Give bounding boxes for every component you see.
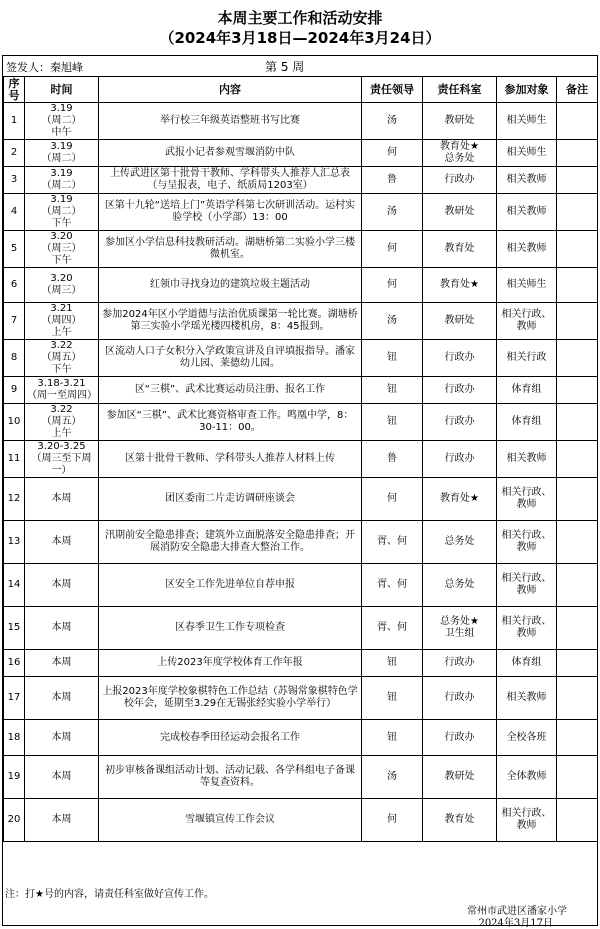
- cell-note: [557, 677, 598, 720]
- cell-content: 举行校三年级英语整班书写比赛: [99, 103, 362, 140]
- cell-leader: 汤: [362, 194, 423, 231]
- cell-target: 相关教师: [497, 441, 557, 478]
- cell-dept: 行政办: [423, 167, 497, 194]
- cell-no: 15: [4, 607, 25, 650]
- cell-leader: 胥、何: [362, 521, 423, 564]
- schedule-sheet: [2, 55, 598, 929]
- sign-row: [3, 56, 597, 77]
- cell-time: 3.20-3.25 （周三至下周一）: [25, 441, 99, 478]
- cell-time: 本周: [25, 756, 99, 799]
- cell-target: 相关行政、教师: [497, 799, 557, 842]
- cell-time: 本周: [25, 607, 99, 650]
- cell-no: 1: [4, 103, 25, 140]
- cell-content: 上传武进区第十批骨干教师、学科带头人推荐人汇总表（与呈报表，电子、纸质局1203室）: [99, 167, 362, 194]
- cell-no: 16: [4, 650, 25, 677]
- cell-no: 9: [4, 377, 25, 404]
- cell-no: 18: [4, 720, 25, 756]
- cell-no: 17: [4, 677, 25, 720]
- cell-content: 团区委南二片走访调研座谈会: [99, 478, 362, 521]
- cell-dept: 教育处★: [423, 268, 497, 303]
- cell-target: 相关行政、教师: [497, 303, 557, 340]
- cell-time: 3.19 （周二） 下午: [25, 194, 99, 231]
- cell-target: 相关教师: [497, 677, 557, 720]
- cell-leader: 鲁: [362, 441, 423, 478]
- table-row: [4, 478, 598, 521]
- cell-target: 相关行政、教师: [497, 607, 557, 650]
- cell-dept: 行政办: [423, 377, 497, 404]
- cell-note: [557, 103, 598, 140]
- cell-time: 3.20 （周三）: [25, 268, 99, 303]
- cell-no: 5: [4, 231, 25, 268]
- cell-no: 4: [4, 194, 25, 231]
- cell-content: 完成校春季田径运动会报名工作: [99, 720, 362, 756]
- cell-dept: 行政办: [423, 404, 497, 441]
- cell-target: 相关行政: [497, 340, 557, 377]
- cell-dept: 总务处: [423, 521, 497, 564]
- footer-date: 2024年3月17日: [478, 918, 553, 929]
- cell-target: 全体教师: [497, 756, 557, 799]
- cell-target: 相关行政、教师: [497, 521, 557, 564]
- table-row: [4, 756, 598, 799]
- cell-dept: 教研处: [423, 103, 497, 140]
- cell-time: 3.19 （周二）: [25, 167, 99, 194]
- cell-time: 本周: [25, 677, 99, 720]
- header-note: 备注: [557, 77, 598, 103]
- cell-dept: 总务处★ 卫生组: [423, 607, 497, 650]
- cell-target: 相关师生: [497, 268, 557, 303]
- cell-note: [557, 521, 598, 564]
- cell-note: [557, 756, 598, 799]
- cell-time: 本周: [25, 650, 99, 677]
- cell-content: 区流动人口子女积分入学政策宣讲及自评填报指导。潘家幼儿园、莱德幼儿园。: [99, 340, 362, 377]
- header-no: 序号: [4, 77, 25, 103]
- table-row: [4, 377, 598, 404]
- cell-dept: 教研处: [423, 194, 497, 231]
- cell-dept: 教育处: [423, 799, 497, 842]
- cell-target: 相关教师: [497, 167, 557, 194]
- cell-content: 武报小记者参观雪堰消防中队: [99, 140, 362, 167]
- cell-target: 体育组: [497, 650, 557, 677]
- cell-time: 3.19 （周二）: [25, 140, 99, 167]
- header-content: 内容: [99, 77, 362, 103]
- cell-dept: 行政办: [423, 677, 497, 720]
- table-row: [4, 650, 598, 677]
- cell-leader: 鲁: [362, 167, 423, 194]
- cell-content: 初步审核备课组活动计划、活动记载、各学科组电子备课等复查资料。: [99, 756, 362, 799]
- cell-content: 红领巾寻找身边的建筑垃圾主题活动: [99, 268, 362, 303]
- cell-target: 相关行政、教师: [497, 564, 557, 607]
- table-row: [4, 677, 598, 720]
- cell-dept: 行政办: [423, 720, 497, 756]
- table-row: [4, 720, 598, 756]
- cell-note: [557, 478, 598, 521]
- cell-time: 3.20 （周三） 下午: [25, 231, 99, 268]
- cell-time: 3.22 （周五） 上午: [25, 404, 99, 441]
- table-row: [4, 231, 598, 268]
- footer-school: 常州市武进区潘家小学: [467, 906, 567, 917]
- cell-time: 本周: [25, 564, 99, 607]
- cell-note: [557, 564, 598, 607]
- cell-target: 相关教师: [497, 194, 557, 231]
- week-number: 第 5 周: [265, 60, 305, 74]
- cell-note: [557, 607, 598, 650]
- cell-target: 全校各班: [497, 720, 557, 756]
- cell-dept: 教育处: [423, 231, 497, 268]
- cell-leader: 何: [362, 478, 423, 521]
- cell-note: [557, 140, 598, 167]
- cell-note: [557, 404, 598, 441]
- cell-no: 7: [4, 303, 25, 340]
- cell-no: 11: [4, 441, 25, 478]
- cell-content: 区春季卫生工作专项检查: [99, 607, 362, 650]
- cell-no: 12: [4, 478, 25, 521]
- cell-content: 汛期前安全隐患排查；建筑外立面脱落安全隐患排查；开展消防安全隐患大排查大整治工作。: [99, 521, 362, 564]
- cell-no: 8: [4, 340, 25, 377]
- cell-dept: 教研处: [423, 303, 497, 340]
- cell-target: 相关教师: [497, 231, 557, 268]
- cell-no: 13: [4, 521, 25, 564]
- cell-time: 3.18-3.21 （周一至周四）: [25, 377, 99, 404]
- table-row: [4, 521, 598, 564]
- cell-note: [557, 167, 598, 194]
- cell-time: 3.19 （周二） 中午: [25, 103, 99, 140]
- cell-note: [557, 231, 598, 268]
- schedule-table: [3, 76, 598, 842]
- cell-content: 雪堰镇宣传工作会议: [99, 799, 362, 842]
- cell-leader: 钮: [362, 650, 423, 677]
- cell-content: 区第十批骨干教师、学科带头人推荐人材料上传: [99, 441, 362, 478]
- header-leader: 责任领导: [362, 77, 423, 103]
- table-row: [4, 799, 598, 842]
- cell-dept: 教育处★ 总务处: [423, 140, 497, 167]
- cell-leader: 何: [362, 268, 423, 303]
- cell-note: [557, 720, 598, 756]
- cell-leader: 汤: [362, 103, 423, 140]
- cell-no: 2: [4, 140, 25, 167]
- cell-leader: 胥、何: [362, 607, 423, 650]
- cell-no: 10: [4, 404, 25, 441]
- header-row: [4, 77, 598, 103]
- table-row: [4, 303, 598, 340]
- cell-time: 本周: [25, 720, 99, 756]
- cell-leader: 何: [362, 799, 423, 842]
- cell-target: 相关师生: [497, 140, 557, 167]
- cell-leader: 汤: [362, 756, 423, 799]
- cell-leader: 胥、何: [362, 564, 423, 607]
- cell-no: 3: [4, 167, 25, 194]
- cell-leader: 何: [362, 140, 423, 167]
- cell-no: 14: [4, 564, 25, 607]
- cell-note: [557, 268, 598, 303]
- header-dept: 责任科室: [423, 77, 497, 103]
- cell-leader: 钮: [362, 677, 423, 720]
- cell-time: 本周: [25, 799, 99, 842]
- cell-time: 本周: [25, 478, 99, 521]
- cell-no: 6: [4, 268, 25, 303]
- cell-dept: 行政办: [423, 441, 497, 478]
- footer-note: 注：打★号的内容，请责任科室做好宣传工作。: [5, 889, 214, 900]
- signer: 签发人：秦旭峰: [6, 61, 83, 74]
- cell-time: 3.22 （周五） 下午: [25, 340, 99, 377]
- cell-content: 参加2024年区小学道德与法治优质课第一轮比赛。湖塘桥第三实验小学瑶光楼四楼机房，8：45报到。: [99, 303, 362, 340]
- cell-no: 20: [4, 799, 25, 842]
- cell-note: [557, 340, 598, 377]
- cell-time: 本周: [25, 521, 99, 564]
- cell-leader: 钮: [362, 404, 423, 441]
- table-row: [4, 607, 598, 650]
- table-row: [4, 140, 598, 167]
- table-row: [4, 340, 598, 377]
- cell-note: [557, 650, 598, 677]
- table-row: [4, 564, 598, 607]
- cell-dept: 总务处: [423, 564, 497, 607]
- cell-content: 参加区小学信息科技教研活动。湖塘桥第二实验小学三楼微机室。: [99, 231, 362, 268]
- cell-content: 参加区“三棋”、武术比赛资格审查工作。鸣凰中学，8：30-11：00。: [99, 404, 362, 441]
- table-row: [4, 404, 598, 441]
- page-subtitle: （2024年3月18日—2024年3月24日）: [159, 29, 441, 47]
- cell-note: [557, 194, 598, 231]
- table-row: [4, 194, 598, 231]
- cell-content: 区安全工作先进单位自荐申报: [99, 564, 362, 607]
- cell-time: 3.21 （周四） 上午: [25, 303, 99, 340]
- cell-content: 区“三棋”、武术比赛运动员注册、报名工作: [99, 377, 362, 404]
- table-row: [4, 268, 598, 303]
- cell-note: [557, 303, 598, 340]
- table-row: [4, 167, 598, 194]
- cell-dept: 行政办: [423, 340, 497, 377]
- cell-content: 上报2023年度学校象棋特色工作总结（苏锡常象棋特色学校年会，延期至3.29在无锡张经实验小学举行）: [99, 677, 362, 720]
- cell-leader: 钮: [362, 340, 423, 377]
- cell-no: 19: [4, 756, 25, 799]
- cell-target: 相关行政、教师: [497, 478, 557, 521]
- table-row: [4, 441, 598, 478]
- cell-note: [557, 441, 598, 478]
- cell-note: [557, 377, 598, 404]
- cell-target: 相关师生: [497, 103, 557, 140]
- header-time: 时间: [25, 77, 99, 103]
- cell-target: 体育组: [497, 377, 557, 404]
- cell-leader: 汤: [362, 303, 423, 340]
- cell-dept: 教育处★: [423, 478, 497, 521]
- cell-leader: 钮: [362, 377, 423, 404]
- table-row: [4, 103, 598, 140]
- page-title: 本周主要工作和活动安排: [217, 9, 383, 27]
- cell-leader: 何: [362, 231, 423, 268]
- cell-target: 体育组: [497, 404, 557, 441]
- cell-dept: 行政办: [423, 650, 497, 677]
- cell-dept: 教研处: [423, 756, 497, 799]
- cell-content: 上传2023年度学校体育工作年报: [99, 650, 362, 677]
- cell-leader: 钮: [362, 720, 423, 756]
- cell-note: [557, 799, 598, 842]
- header-target: 参加对象: [497, 77, 557, 103]
- cell-content: 区第十九轮“送培上门”英语学科第七次研训活动。运村实验学校（小学部）13：00: [99, 194, 362, 231]
